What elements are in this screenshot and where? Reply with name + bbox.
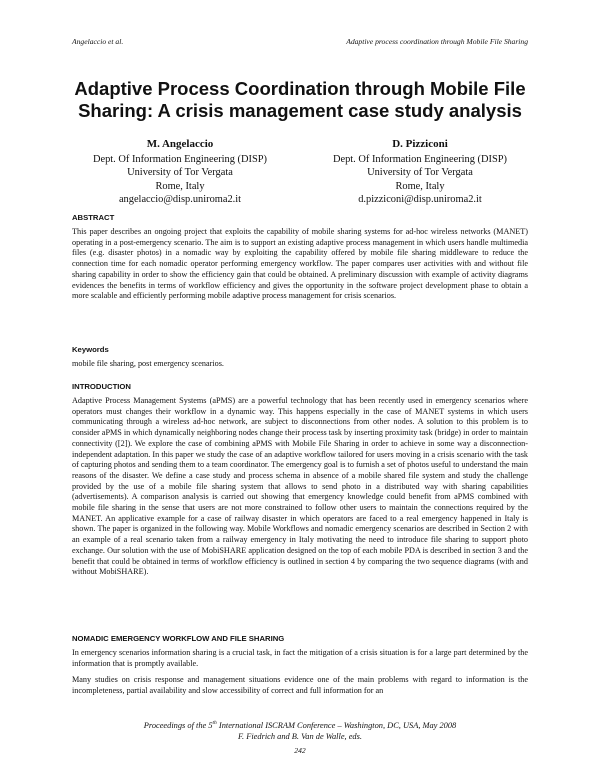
author-department: Dept. Of Information Engineering (DISP) (332, 153, 507, 165)
author-city: Rome, Italy (395, 180, 445, 192)
section-paragraph-2: Many studies on crisis response and management situations evidence one of the main problems with regard to information is the incompleteness, partial availability and slow accessibility of correct and full information for an (72, 675, 528, 695)
author-email: angelaccio@disp.uniroma2.it (118, 194, 242, 205)
footer-editors: F. Fiedrich and B. Van de Walle, eds. (238, 731, 362, 741)
author-block (60, 138, 540, 207)
keywords-text: mobile file sharing, post emergency scenarios. (72, 359, 224, 368)
footer-conference (60, 718, 540, 731)
introduction-text: Adaptive Process Management Systems (aPMS) are a powerful technology that has been recently used in emergency scenarios where operators must changes their workflow in a dynamic way. This happens especially in the case of MANET systems in which users communicating through a wireless ad-hoc network, are subject to disconnections from other nodes. A solution to this problem is to consider aPMS in which dynamically neighboring nodes change their process task by inserting proximity task (bridge) in order to maintain connectivity ([2]). We explore the case of combining aPMS with Mobile File Sharing in order to achieve in some way a disconnection-independent adaptation. In this paper we study the case of an adaptive workflow tailored for users moving in a crisis scenario with the task of capturing photos and sending them to a team coordinator. The emergency goal is to furnish a set of photos useful to understand the main reasons of the disaster. We define a case study and process schema in absence of a mobile shared file system and study the challenge provided by the use of a mobile file sharing system that allows to send photo in a distributed way with sharing capabilities (advertisements). A comparison analysis is carried out showing that emergency knowledge could benefit from aPMS combined with mobile file sharing in the sense that users are not more constrained to follow other users to maintain the connections required by the MANET. An applicative example for a case of railway disaster in which operators are faced to a real emergency happened in Italy is shown. The paper is organized in the following way. Mobile Workflows and nomadic emergency scenarios are described in Section 2 with an example of a real scenario taken from a railway emergency in Italy motivating the need to introduce file sharing to support photo exchange. Our solution with the use of MobiSHARE application designed on the top of each mobile PDA is described in section 3 and the benefit that could be obtained in terms of workflow efficiency is outlined in section 4 by comparing the two sequence diagrams (with and without MobiSHARE). (72, 396, 528, 577)
author-email: d.pizziconi@disp.uniroma2.it (358, 194, 482, 205)
footer-conference-post: International ISCRAM Conference – Washington, DC, USA, May 2008 (216, 720, 457, 730)
introduction-heading: INTRODUCTION (72, 382, 131, 391)
abstract-heading: ABSTRACT (72, 213, 115, 222)
author-name: D. Pizziconi (392, 138, 448, 150)
abstract-text: This paper describes an ongoing project that exploits the capability of mobile sharing systems for ad-hoc wireless networks (MANET) operating in a post-emergency scenario. The aim is to support an existing adaptive process management in which users handle multimedia files (e.g. disaster photos) in a nomadic way by exploiting the capability offered by mobile file sharing middleware to reduce the connection time for each nomadic operator performing emergency workflow. The paper compares user activities with and without file sharing capability in order to show the efficiency gain that could be obtained. A preliminary discussion with example of activity diagrams evidences the benefits in terms of workflow efficiency and gives the opportunity in the software project development phase to obtain a more scalable and efficiently performing mobile adaptive process management for crisis scenarios. (72, 227, 528, 301)
author-university: University of Tor Vergata (367, 167, 473, 178)
section-heading-nomadic: NOMADIC EMERGENCY WORKFLOW AND FILE SHARING (72, 634, 285, 643)
footer-conference-pre: Proceedings of the 5 (143, 720, 213, 730)
page-number: 242 (294, 746, 306, 755)
running-header-right: Adaptive process coordination through Mobile File Sharing (346, 37, 528, 46)
footer-conference-sup: th (212, 720, 217, 726)
running-header-left: Angelaccio et al. (72, 37, 124, 46)
running-header (72, 37, 528, 46)
author-name: M. Angelaccio (146, 138, 214, 150)
author-2 (333, 138, 507, 207)
author-university: University of Tor Vergata (127, 167, 233, 178)
keywords-heading: Keywords (72, 345, 109, 354)
paper-title-line-1: Adaptive Process Coordination through Mobile File (74, 78, 526, 99)
author-city: Rome, Italy (155, 180, 205, 192)
paper-title (60, 78, 540, 122)
proceedings-footer (60, 718, 540, 742)
section-paragraph-1: In emergency scenarios information sharing is a crucial task, in fact the mitigation of a crisis situation is for a large part determined by the information that is promptly available. (72, 648, 528, 668)
author-1 (93, 138, 267, 207)
paper-title-line-2: Sharing: A crisis management case study analysis (78, 100, 522, 121)
author-department: Dept. Of Information Engineering (DISP) (92, 153, 267, 165)
